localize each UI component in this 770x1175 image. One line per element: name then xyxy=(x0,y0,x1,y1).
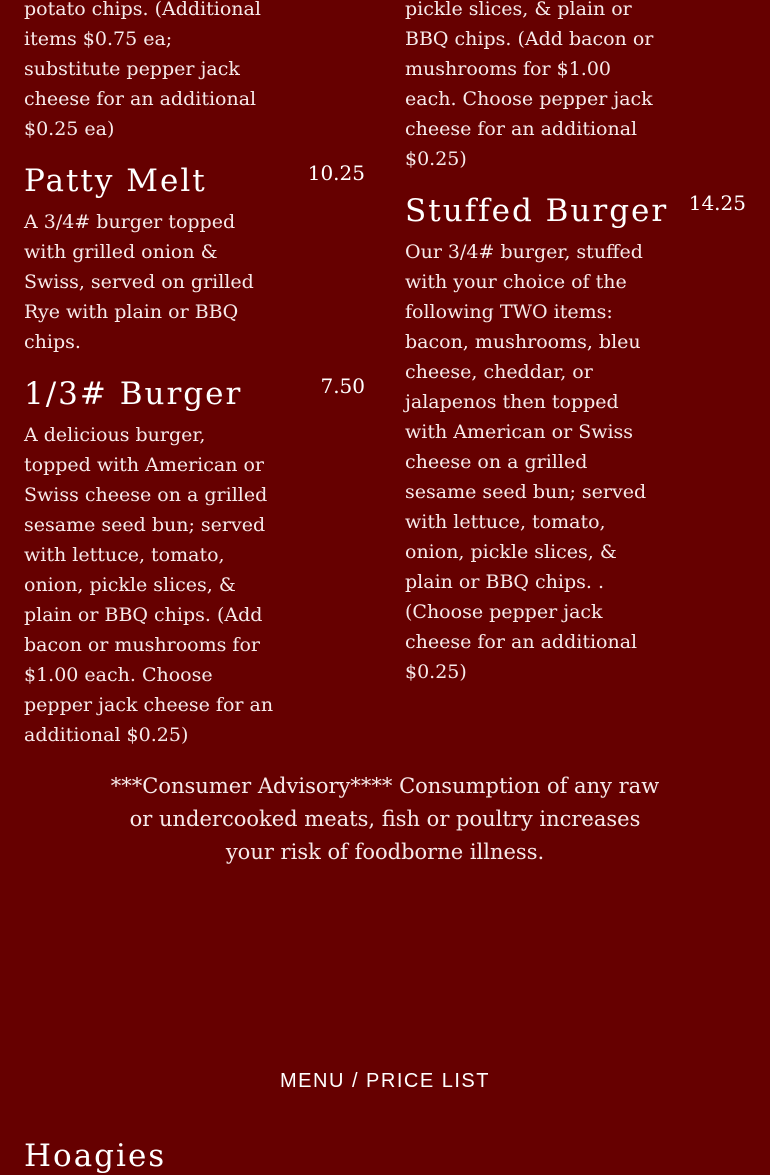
item-description-patty-melt: A 3/4# burger topped with grilled onion & Swiss, served on grilled Rye with plain or BBQ chips. xyxy=(24,211,254,353)
item-name-patty-melt: Patty Melt xyxy=(24,163,207,199)
item-description-stuffed-burger: Our 3/4# burger, stuffed with your choice of the following TWO items: bacon, mushrooms, bleu cheese, cheddar, or jalapenos then topped with American or Swiss cheese on a grilled sesame seed bun; served with lettuce, tomato, onion, pickle slices, & plain or BBQ chips. . (Choose pepper jack cheese for an additional $0.25) xyxy=(405,241,647,683)
item-price-patty-melt: 10.25 xyxy=(307,161,365,185)
section-title-hoagies: Hoagies xyxy=(24,1138,167,1174)
previous-item-description-left: potato chips. (Additional items $0.75 ea; substitute pepper jack cheese for an additional $0.25 ea) xyxy=(24,0,261,140)
item-name-third-pound-burger: 1/3# Burger xyxy=(24,376,243,412)
item-price-stuffed-burger: 14.25 xyxy=(688,191,746,215)
item-description-third-pound-burger: A delicious burger, topped with American or Swiss cheese on a grilled sesame seed bun; served with lettuce, tomato, onion, pickle slices, & plain or BBQ chips. (Add bacon or mushrooms for $1.00 each. Choose pepper jack cheese for an additional $0.25) xyxy=(24,424,274,746)
item-price-third-pound-burger: 7.50 xyxy=(320,374,365,398)
item-name-stuffed-burger: Stuffed Burger xyxy=(405,193,669,229)
consumer-advisory: ***Consumer Advisory**** Consumption of any raw or undercooked meats, fish or poultry increases your risk of foodborne illness. xyxy=(110,774,660,864)
menu-price-list-heading: MENU / PRICE LIST xyxy=(280,1070,490,1092)
previous-item-description-right: pickle slices, & plain or BBQ chips. (Add bacon or mushrooms for $1.00 each. Choose pepper jack cheese for an additional $0.25) xyxy=(405,0,654,170)
